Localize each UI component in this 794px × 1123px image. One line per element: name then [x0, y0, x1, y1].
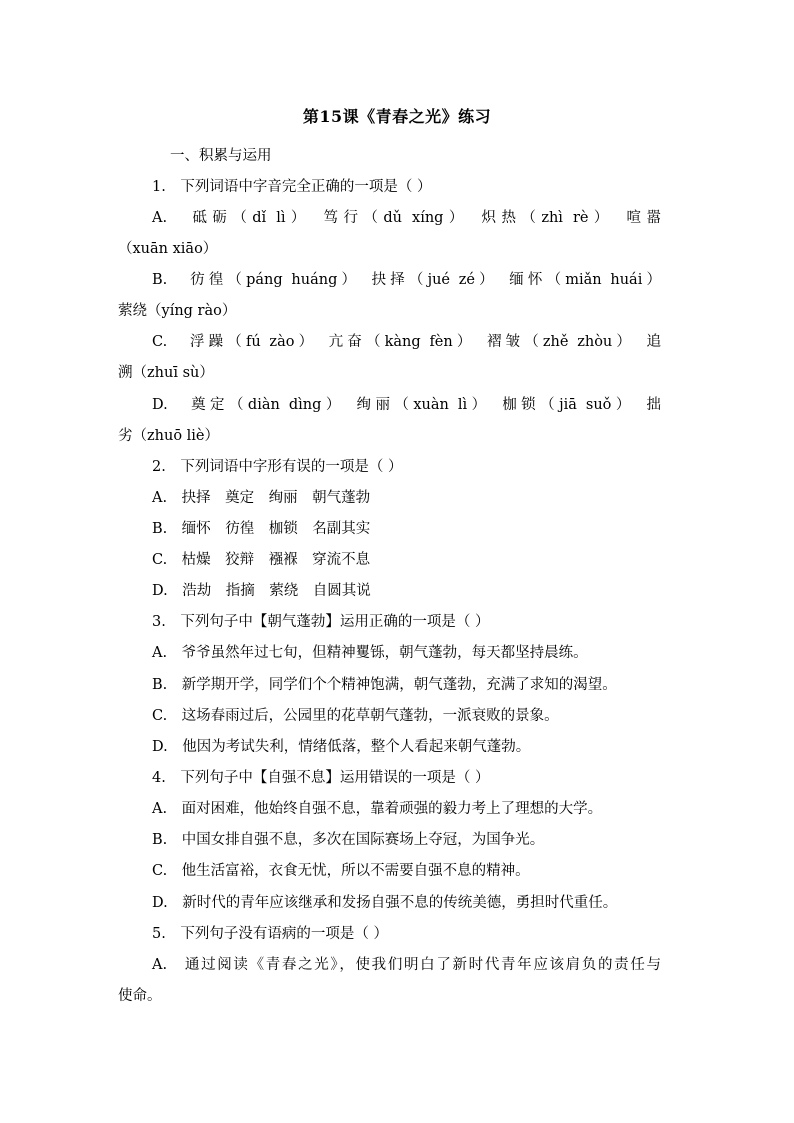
- question-3-option-c: C. 这场春雨过后，公园里的花草朝气蓬勃，一派衰败的景象。: [152, 708, 559, 724]
- question-4-option-d: D. 新时代的青年应该继承和发扬自强不息的传统美德，勇担时代重任。: [152, 895, 618, 911]
- question-5-option-a-cont: 使命。: [118, 988, 162, 1004]
- question-5-stem: 5. 下列句子没有语病的一项是（ ）: [152, 926, 388, 942]
- question-4-option-b: B. 中国女排自强不息，多次在国际赛场上夺冠，为国争光。: [152, 832, 545, 848]
- question-5-option-a: A. 通过阅读《青春之光》，使我们明白了新时代青年应该肩负的责任与: [152, 957, 661, 973]
- question-1-option-b-cont: 萦绕（yíng rào）: [118, 303, 237, 319]
- question-2-option-b: B. 缅怀 彷徨 枷锁 名副其实: [152, 521, 371, 537]
- question-4-option-c: C. 他生活富裕，衣食无忧，所以不需要自强不息的精神。: [152, 863, 530, 879]
- question-1-option-c: C. 浮躁（fú zào） 亢奋（kàng fèn） 褶皱（zhě zhòu） 追: [152, 334, 661, 350]
- question-4-stem: 4. 下列句子中【自强不息】运用错误的一项是（ ）: [152, 770, 490, 786]
- question-1-option-b: B. 彷徨（páng huáng） 抉择（jué zé） 缅怀（miǎn huái）: [152, 272, 661, 288]
- question-1-option-a: A. 砥砺（dǐ lì） 笃行（dǔ xíng） 炽热（zhì rè） 喧嚣: [152, 210, 661, 226]
- question-1-option-d-cont: 劣（zhuō liè）: [118, 428, 220, 444]
- question-1-option-c-cont: 溯（zhuī sù）: [118, 365, 214, 381]
- question-3-stem: 3. 下列句子中【朝气蓬勃】运用正确的一项是（ ）: [152, 614, 490, 630]
- question-3-option-a: A. 爷爷虽然年过七旬，但精神矍铄，朝气蓬勃，每天都坚持晨练。: [152, 645, 588, 661]
- section-heading: 一、积累与运用: [170, 148, 272, 164]
- question-1-stem: 1. 下列词语中字音完全正确的一项是（ ）: [152, 179, 432, 195]
- question-2-stem: 2. 下列词语中字形有误的一项是（ ）: [152, 459, 403, 475]
- question-2-option-a: A. 抉择 奠定 绚丽 朝气蓬勃: [152, 490, 371, 506]
- question-4-option-a: A. 面对困难，他始终自强不息，靠着顽强的毅力考上了理想的大学。: [152, 801, 603, 817]
- question-1-option-d: D. 奠定（diàn dìng） 绚丽（xuàn lì） 枷锁（jiā suǒ） 拙: [152, 397, 661, 413]
- question-2-option-d: D. 浩劫 指摘 萦绕 自圆其说: [152, 583, 371, 599]
- question-3-option-d: D. 他因为考试失利，情绪低落，整个人看起来朝气蓬勃。: [152, 739, 531, 755]
- question-1-option-a-cont: （xuān xiāo）: [118, 241, 218, 257]
- page-title: 第15课《青春之光》练习: [302, 107, 492, 126]
- question-2-option-c: C. 枯燥 狡辩 襁褓 穿流不息: [152, 552, 371, 568]
- question-3-option-b: B. 新学期开学，同学们个个精神饱满，朝气蓬勃，充满了求知的渴望。: [152, 677, 617, 693]
